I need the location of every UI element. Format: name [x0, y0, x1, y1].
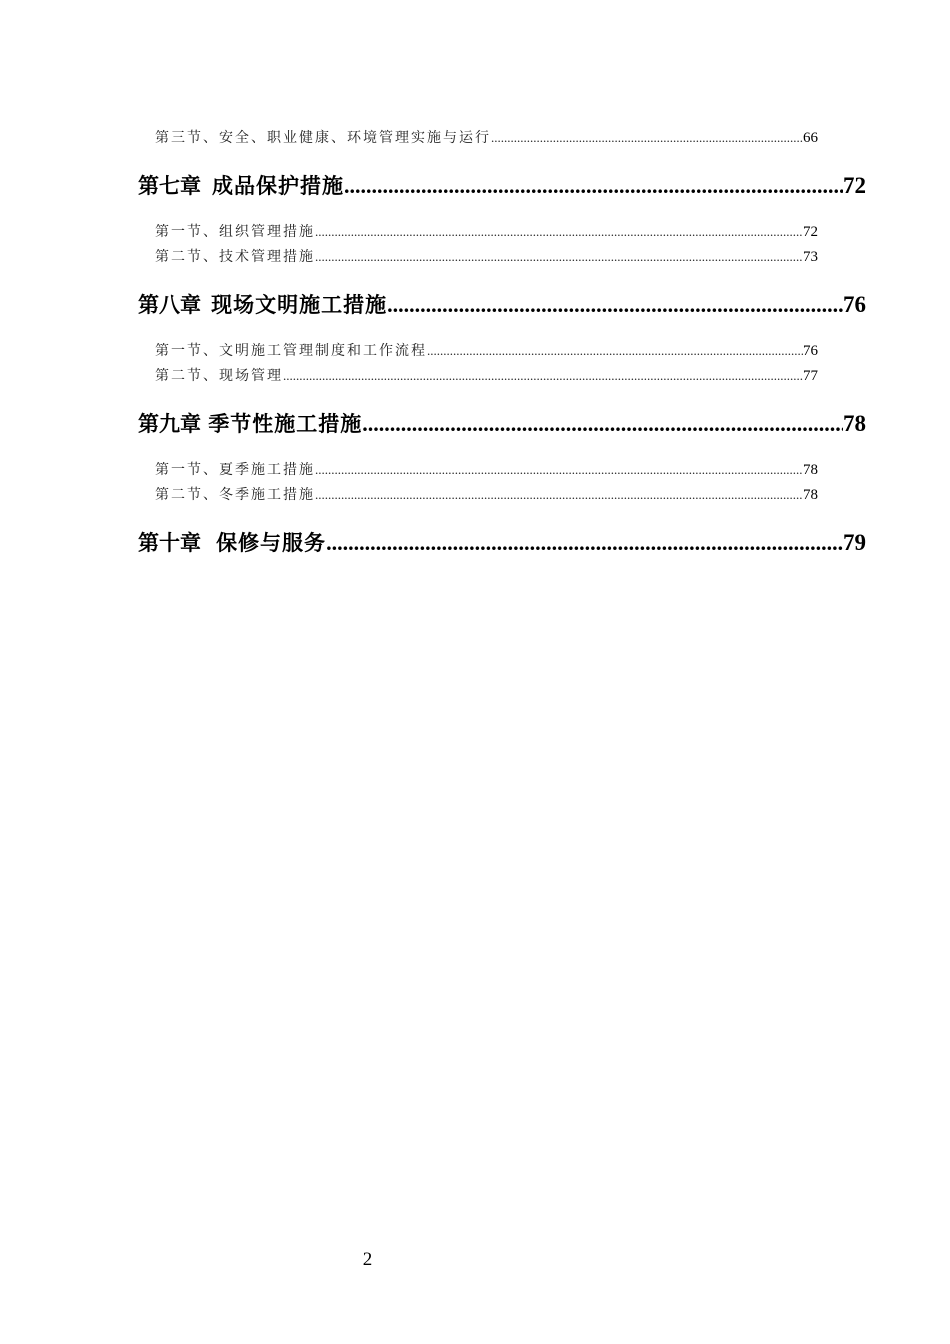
toc-chapter-entry[interactable]	[138, 289, 866, 321]
toc-page-number: 76	[803, 343, 818, 359]
toc-section-label: 第二节、技术管理措施	[155, 249, 315, 265]
toc-page-number: 78	[803, 462, 818, 478]
toc-section-label: 第一节、文明施工管理制度和工作流程	[155, 343, 427, 359]
toc-page-number: 72	[843, 173, 866, 198]
toc-chapter-title: 现场文明施工措施	[211, 293, 388, 317]
dot-leader	[315, 487, 803, 503]
toc-chapter-entry[interactable]	[138, 408, 866, 440]
toc-chapter-entry[interactable]	[138, 170, 866, 202]
toc-section-entry[interactable]	[155, 246, 818, 268]
dot-leader	[315, 462, 803, 478]
dot-leader	[326, 530, 843, 556]
toc-page-number: 77	[803, 368, 818, 384]
toc-section-label: 第一节、组织管理措施	[155, 224, 315, 240]
toc-section-entry[interactable]	[155, 127, 818, 149]
dot-leader	[491, 130, 803, 146]
toc-chapter-title: 季节性施工措施	[208, 412, 363, 436]
toc-page-number: 76	[843, 292, 866, 317]
toc-page-number: 73	[803, 249, 818, 265]
toc-page-number: 78	[843, 411, 866, 436]
toc-chapter-title: 保修与服务	[216, 531, 327, 555]
toc-section-entry[interactable]	[155, 459, 818, 481]
toc-chapter-number: 第八章	[138, 293, 201, 317]
dot-leader	[283, 368, 803, 384]
toc-section-label: 第三节、安全、职业健康、环境管理实施与运行	[155, 130, 491, 146]
toc-section-label: 第一节、夏季施工措施	[155, 462, 315, 478]
toc-section-entry[interactable]	[155, 221, 818, 243]
dot-leader	[315, 249, 803, 265]
toc-chapter-number: 第七章	[138, 174, 201, 198]
dot-leader	[362, 411, 843, 437]
toc-chapter-title: 成品保护措施	[212, 174, 345, 198]
toc-page-number: 78	[803, 487, 818, 503]
toc-section-entry[interactable]	[155, 484, 818, 506]
dot-leader	[427, 343, 803, 359]
toc-section-label: 第二节、冬季施工措施	[155, 487, 315, 503]
toc-section-entry[interactable]	[155, 340, 818, 362]
toc-section-entry[interactable]	[155, 365, 818, 387]
toc-page-number: 79	[843, 530, 866, 555]
toc-chapter-number: 第九章	[138, 412, 201, 436]
page-footer-number: 2	[362, 1249, 373, 1270]
toc-chapter-entry[interactable]	[138, 527, 866, 559]
toc-chapter-number: 第十章	[138, 531, 201, 555]
dot-leader	[315, 224, 803, 240]
toc-page-number: 66	[803, 130, 818, 146]
dot-leader	[344, 173, 843, 199]
toc-page-number: 72	[803, 224, 818, 240]
dot-leader	[387, 292, 843, 318]
toc-section-label: 第二节、现场管理	[155, 368, 283, 384]
